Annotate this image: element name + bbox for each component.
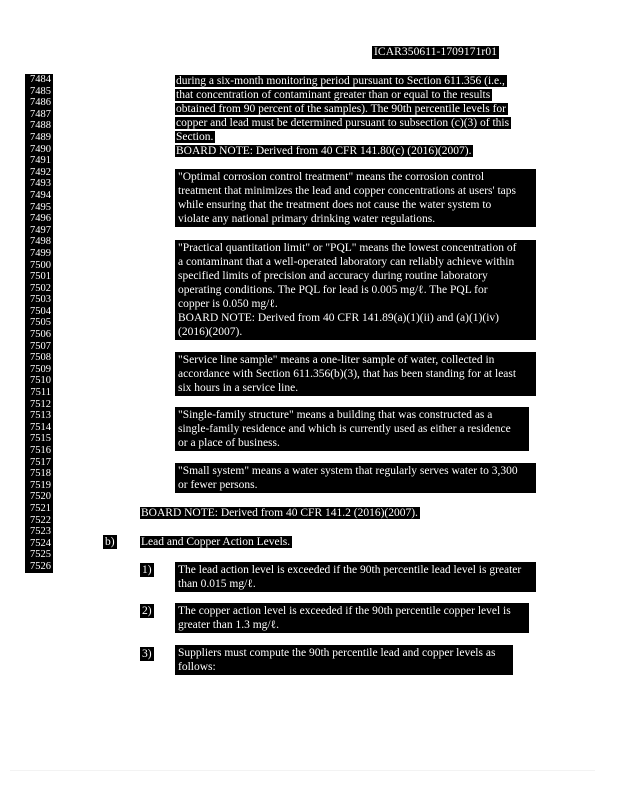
line-number: 7486 bbox=[25, 97, 53, 109]
text-line: specified limits of precision and accuracy during routine laboratory bbox=[178, 270, 488, 282]
line-number: 7517 bbox=[25, 457, 53, 469]
line-number: 7503 bbox=[25, 294, 53, 306]
line-number: 7511 bbox=[25, 387, 53, 399]
item-3-marker: 3) bbox=[142, 648, 152, 660]
line-number: 7520 bbox=[25, 491, 53, 503]
text-line: accordance with Section 611.356(b)(3), that has been standing for at least bbox=[178, 368, 517, 380]
item-1-text bbox=[175, 562, 536, 592]
text-line: "Single-family structure" means a building that was constructed as a bbox=[178, 409, 493, 421]
line-number: 7516 bbox=[25, 445, 53, 457]
document-code: ICAR350611-1709171r01 bbox=[374, 46, 498, 58]
line-number: 7497 bbox=[25, 225, 53, 237]
line-number: 7509 bbox=[25, 364, 53, 376]
line-number: 7495 bbox=[25, 202, 53, 214]
line-number: 7524 bbox=[25, 538, 53, 550]
board-note: BOARD NOTE: Derived from 40 CFR 141.89(a)(1)(ii) and (a)(1)(iv) bbox=[178, 312, 499, 324]
line-numbers bbox=[25, 74, 53, 573]
definition-monitoring bbox=[175, 74, 511, 158]
line-number: 7500 bbox=[25, 260, 53, 272]
line-number: 7489 bbox=[25, 132, 53, 144]
line-number: 7510 bbox=[25, 375, 53, 387]
line-number: 7491 bbox=[25, 155, 53, 167]
text-line: single-family residence and which is currently used as either a residence bbox=[178, 423, 511, 435]
line-number: 7496 bbox=[25, 213, 53, 225]
line-number: 7521 bbox=[25, 503, 53, 515]
text-line: during a six-month monitoring period pursuant to Section 611.356 (i.e., bbox=[176, 75, 505, 87]
text-line: while ensuring that the treatment does not cause the water system to bbox=[178, 199, 492, 211]
definition-optimal-corrosion bbox=[175, 169, 536, 227]
line-number: 7492 bbox=[25, 167, 53, 179]
text-line: obtained from 90 percent of the samples). The 90th percentile levels for bbox=[176, 103, 506, 115]
text-line: The lead action level is exceeded if the 90th percentile lead level is greater bbox=[178, 564, 522, 576]
text-line: or a place of business. bbox=[178, 437, 280, 449]
line-number: 7498 bbox=[25, 236, 53, 248]
text-line: "Practical quantitation limit" or "PQL" means the lowest concentration of bbox=[178, 242, 517, 254]
line-number: 7518 bbox=[25, 468, 53, 480]
line-number: 7508 bbox=[25, 352, 53, 364]
line-number: 7488 bbox=[25, 120, 53, 132]
line-number: 7514 bbox=[25, 422, 53, 434]
line-number: 7502 bbox=[25, 283, 53, 295]
line-number: 7499 bbox=[25, 248, 53, 260]
line-number: 7504 bbox=[25, 306, 53, 318]
line-number: 7525 bbox=[25, 549, 53, 561]
text-line: greater than 1.3 mg/ℓ. bbox=[178, 619, 279, 631]
section-b-title: Lead and Copper Action Levels. bbox=[141, 536, 291, 548]
text-line: copper and lead must be determined pursuant to subsection (c)(3) of this bbox=[176, 117, 510, 129]
text-line: follows: bbox=[178, 661, 216, 673]
line-number: 7484 bbox=[25, 74, 53, 86]
item-2-text bbox=[175, 603, 529, 633]
text-line: that concentration of contaminant greater than or equal to the results bbox=[176, 89, 491, 101]
section-b-marker: b) bbox=[105, 536, 115, 548]
line-number: 7513 bbox=[25, 410, 53, 422]
text-line: "Small system" means a water system that regularly serves water to 3,300 bbox=[178, 465, 518, 477]
text-line: The copper action level is exceeded if the 90th percentile copper level is bbox=[178, 605, 511, 617]
text-line: copper is 0.050 mg/ℓ. bbox=[178, 298, 278, 310]
board-note-year: (2016)(2007). bbox=[178, 326, 243, 338]
line-number: 7507 bbox=[25, 341, 53, 353]
text-line: treatment that minimizes the lead and copper concentrations at users' taps bbox=[178, 185, 517, 197]
definition-pql bbox=[175, 240, 536, 340]
line-number: 7490 bbox=[25, 144, 53, 156]
text-line: a contaminant that a well-operated laboratory can reliably achieve within bbox=[178, 256, 515, 268]
definition-single-family bbox=[175, 407, 529, 451]
line-number: 7494 bbox=[25, 190, 53, 202]
text-line: or fewer persons. bbox=[178, 479, 258, 491]
line-number: 7501 bbox=[25, 271, 53, 283]
line-number: 7485 bbox=[25, 86, 53, 98]
line-number: 7523 bbox=[25, 526, 53, 538]
item-3-text bbox=[175, 645, 513, 675]
line-number: 7512 bbox=[25, 399, 53, 411]
line-number: 7493 bbox=[25, 178, 53, 190]
line-number: 7506 bbox=[25, 329, 53, 341]
text-line: than 0.015 mg/ℓ. bbox=[178, 578, 256, 590]
text-line: Suppliers must compute the 90th percentile lead and copper levels as bbox=[178, 647, 496, 659]
board-note: BOARD NOTE: Derived from 40 CFR 141.80(c) (2016)(2007). bbox=[176, 145, 472, 157]
line-number: 7487 bbox=[25, 109, 53, 121]
text-line: "Service line sample" means a one-liter sample of water, collected in bbox=[178, 354, 495, 366]
text-line: operating conditions. The PQL for lead is 0.005 mg/ℓ. The PQL for bbox=[178, 284, 488, 296]
text-line: Section. bbox=[176, 131, 214, 143]
item-2-marker: 2) bbox=[142, 605, 152, 617]
line-number: 7519 bbox=[25, 480, 53, 492]
footer-divider bbox=[10, 770, 595, 771]
definition-service-line bbox=[175, 352, 536, 396]
text-line: "Optimal corrosion control treatment" means the corrosion control bbox=[178, 171, 485, 183]
line-number: 7515 bbox=[25, 433, 53, 445]
item-1-marker: 1) bbox=[142, 564, 152, 576]
line-number: 7526 bbox=[25, 561, 53, 573]
board-note-main: BOARD NOTE: Derived from 40 CFR 141.2 (2016)(2007). bbox=[141, 507, 418, 519]
text-line: violate any national primary drinking water regulations. bbox=[178, 213, 436, 225]
line-number: 7505 bbox=[25, 317, 53, 329]
line-number: 7522 bbox=[25, 515, 53, 527]
definition-small-system bbox=[175, 463, 536, 493]
text-line: six hours in a service line. bbox=[178, 382, 299, 394]
